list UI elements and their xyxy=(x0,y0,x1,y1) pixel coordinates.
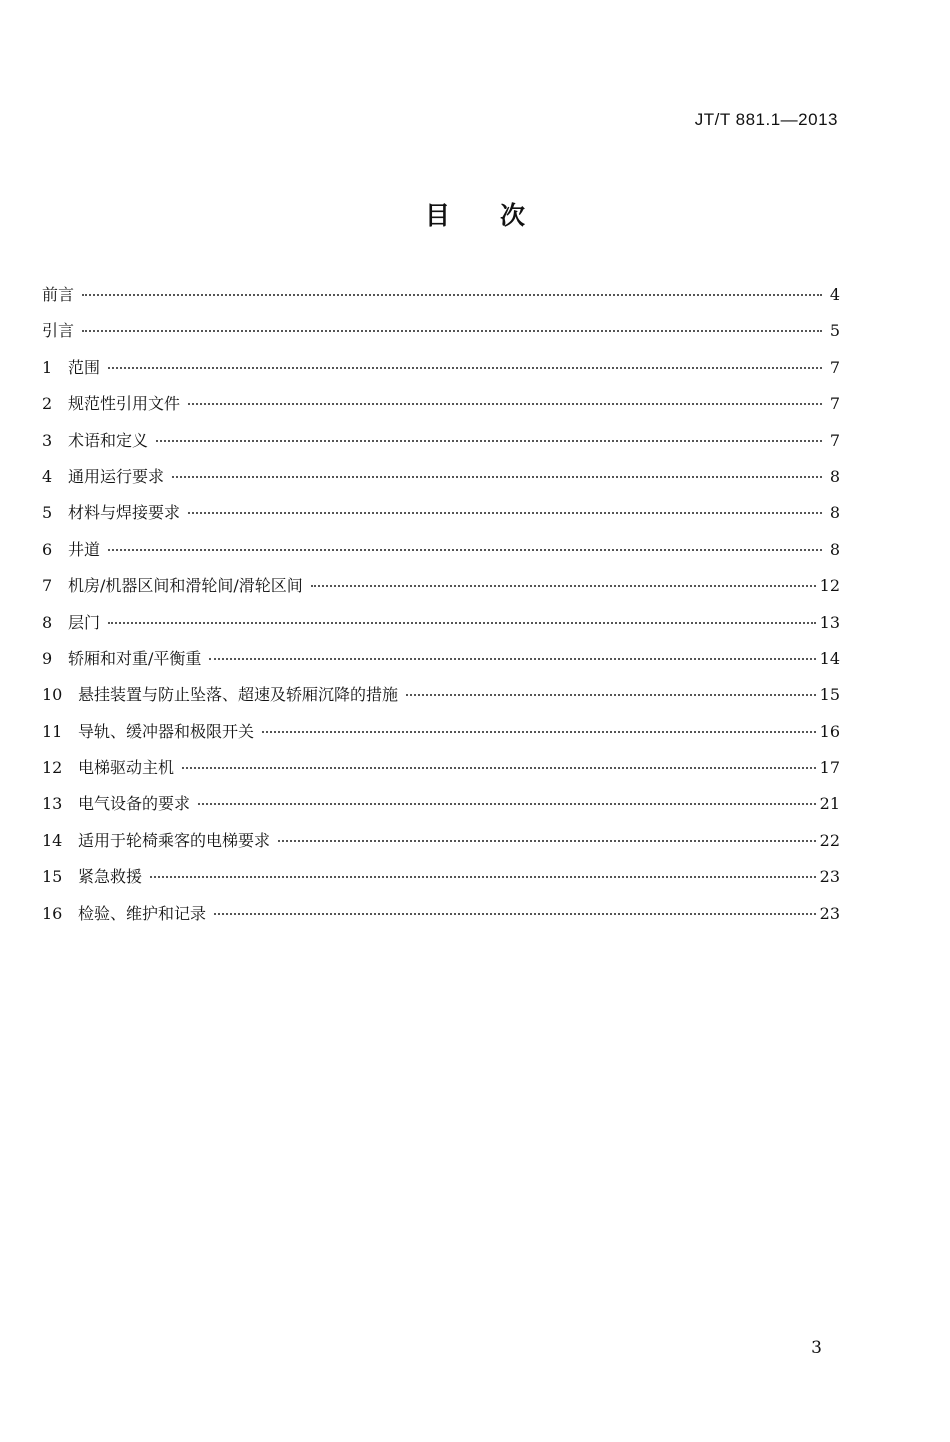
toc-dot-leader xyxy=(278,840,816,842)
toc-entry[interactable] xyxy=(42,318,840,354)
toc-dot-leader xyxy=(82,330,822,332)
toc-entry-label: 紧急救援 xyxy=(78,867,143,887)
toc-entry[interactable] xyxy=(42,755,840,791)
toc-dot-leader xyxy=(209,658,815,660)
toc-entry-page: 16 xyxy=(819,721,840,741)
toc-dot-leader xyxy=(156,440,822,442)
toc-entry-label: 检验、维护和记录 xyxy=(78,903,207,923)
toc-entry-number: 7 xyxy=(42,576,53,596)
toc-entry-number: 4 xyxy=(42,466,53,486)
toc-entry-page: 7 xyxy=(829,430,840,450)
toc-entry-number: 2 xyxy=(42,394,53,414)
toc-entry-label: 井道 xyxy=(68,539,101,559)
toc-entry[interactable] xyxy=(42,791,840,827)
toc-entry-label: 规范性引用文件 xyxy=(68,394,181,414)
toc-entry-page: 5 xyxy=(829,321,840,341)
toc-entry-page: 14 xyxy=(819,648,840,668)
toc-dot-leader xyxy=(108,549,822,551)
toc-entry-number: 15 xyxy=(42,867,63,887)
toc-entry-label: 适用于轮椅乘客的电梯要求 xyxy=(78,830,271,850)
toc-entry-page: 7 xyxy=(829,394,840,414)
toc-entry-label: 材料与焊接要求 xyxy=(68,503,181,523)
toc-dot-leader xyxy=(262,731,816,733)
standard-code: JT/T 881.1—2013 xyxy=(694,110,838,129)
toc-entry-label: 导轨、缓冲器和极限开关 xyxy=(78,721,255,741)
toc-entry-page: 8 xyxy=(829,503,840,523)
toc-entry[interactable] xyxy=(42,901,840,937)
toc-entry-number: 16 xyxy=(42,903,63,923)
toc-entry-number: 12 xyxy=(42,758,63,778)
toc-entry-number: 10 xyxy=(42,685,63,705)
toc-entry-label: 轿厢和对重/平衡重 xyxy=(68,648,202,668)
toc-entry-page: 12 xyxy=(819,576,840,596)
toc-dot-leader xyxy=(82,294,822,296)
toc-entry-number: 6 xyxy=(42,539,53,559)
toc-dot-leader xyxy=(311,585,816,587)
toc-entry-number: 11 xyxy=(42,721,63,741)
toc-entry-page: 22 xyxy=(819,830,840,850)
toc-entry[interactable] xyxy=(42,282,840,318)
toc-entry-page: 17 xyxy=(819,758,840,778)
toc-entry-number: 9 xyxy=(42,648,53,668)
toc-dot-leader xyxy=(188,512,822,514)
toc-entry-page: 15 xyxy=(819,685,840,705)
toc-dot-leader xyxy=(108,367,822,369)
toc-entry-page: 13 xyxy=(819,612,840,632)
toc-entry-label: 术语和定义 xyxy=(68,430,149,450)
toc-dot-leader xyxy=(182,767,816,769)
toc-entry[interactable] xyxy=(42,391,840,427)
toc-dot-leader xyxy=(150,876,816,878)
toc-entry[interactable] xyxy=(42,428,840,464)
toc-entry-page: 21 xyxy=(819,794,840,814)
toc-entry-label: 层门 xyxy=(68,612,101,632)
toc-entry-label: 范围 xyxy=(68,357,101,377)
toc-entry[interactable] xyxy=(42,500,840,536)
toc-entry-label: 前言 xyxy=(42,285,75,304)
toc-entry-number: 5 xyxy=(42,503,53,523)
toc-entry-page: 8 xyxy=(829,466,840,486)
toc-entry-label: 悬挂装置与防止坠落、超速及轿厢沉降的措施 xyxy=(78,685,399,705)
toc-dot-leader xyxy=(406,694,816,696)
toc-entry-page: 7 xyxy=(829,357,840,377)
toc-entry-label: 电梯驱动主机 xyxy=(78,758,175,778)
toc-dot-leader xyxy=(172,476,822,478)
toc-entry-number: 8 xyxy=(42,612,53,632)
toc-entry-page: 23 xyxy=(819,903,840,923)
toc-entry[interactable] xyxy=(42,646,840,682)
toc-entry[interactable] xyxy=(42,464,840,500)
toc-dot-leader xyxy=(188,403,822,405)
toc-entry-page: 8 xyxy=(829,539,840,559)
toc-entry-page: 4 xyxy=(829,285,840,304)
toc-entry-number: 1 xyxy=(42,357,53,377)
toc-entry-label: 引言 xyxy=(42,321,75,341)
toc-entry-number: 14 xyxy=(42,830,63,850)
toc-entry-label: 通用运行要求 xyxy=(68,466,165,486)
toc-entry[interactable] xyxy=(42,828,840,864)
toc-dot-leader xyxy=(108,622,816,624)
toc-entry[interactable] xyxy=(42,573,840,609)
toc-entry-page: 23 xyxy=(819,867,840,887)
toc-entry-label: 机房/机器区间和滑轮间/滑轮区间 xyxy=(68,576,303,596)
toc-entry[interactable] xyxy=(42,719,840,755)
toc-entry[interactable] xyxy=(42,537,840,573)
toc-dot-leader xyxy=(214,913,816,915)
toc-entry-label: 电气设备的要求 xyxy=(78,794,191,814)
table-of-contents xyxy=(42,282,840,937)
page-number: 3 xyxy=(811,1338,822,1358)
toc-entry-number: 3 xyxy=(42,430,53,450)
page-title: 目次 xyxy=(424,201,575,230)
toc-entry[interactable] xyxy=(42,610,840,646)
toc-entry-number: 13 xyxy=(42,794,63,814)
toc-entry[interactable] xyxy=(42,355,840,391)
toc-dot-leader xyxy=(198,803,816,805)
toc-entry[interactable] xyxy=(42,864,840,900)
toc-entry[interactable] xyxy=(42,682,840,718)
